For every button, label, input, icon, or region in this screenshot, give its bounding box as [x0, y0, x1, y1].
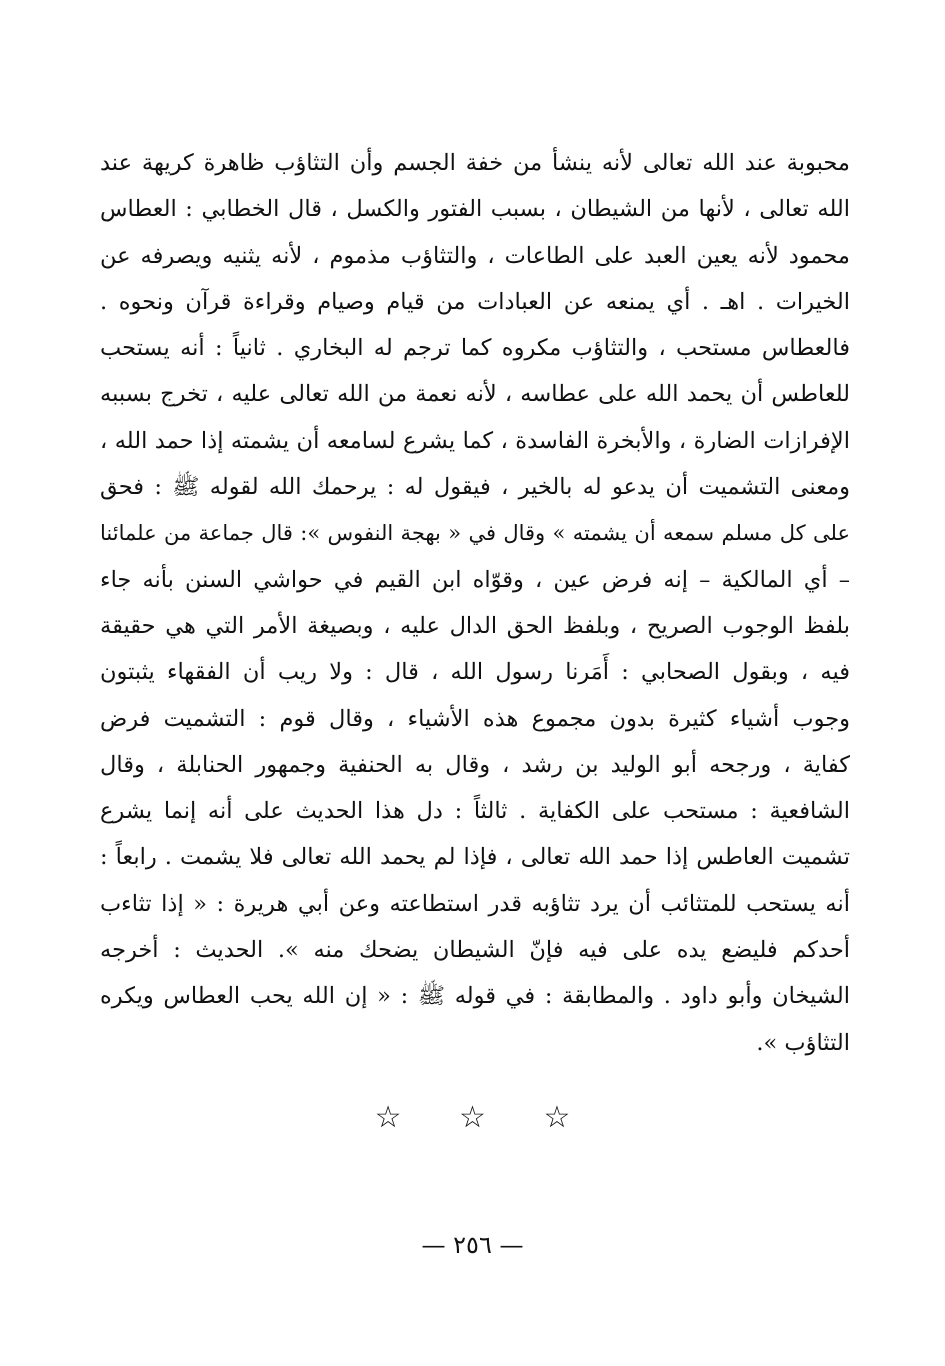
text-line: الله تعالى ، لأنها من الشيطان ، بسبب الفتور والكسل ، قال الخطابي : العطاس	[100, 196, 850, 223]
text-line: للعاطس أن يحمد الله على عطاسه ، لأنه نعمة من الله تعالى عليه ، تخرج بسببه	[100, 381, 850, 408]
text-line: محمود لأنه يعين العبد على الطاعات ، والتثاؤب مذموم ، لأنه يثنيه ويصرفه عن	[100, 242, 850, 269]
star-icon: ☆	[374, 1100, 402, 1135]
text-line: كفاية ، ورجحه أبو الوليد بن رشد ، وقال به الحنفية وجمهور الحنابلة ، وقال	[100, 751, 850, 778]
text-line: ومعنى التشميت أن يدعو له بالخير ، فيقول له : يرحمك الله لقوله ﷺ : فحق	[100, 474, 850, 501]
text-line: الشيخان وأبو داود . والمطابقة : في قوله ﷺ : « إن الله يحب العطاس ويكره	[100, 983, 850, 1010]
text-line: الخيرات . اهـ . أي يمنعه عن العبادات من قيام وصيام وقراءة قرآن ونحوه .	[100, 288, 850, 315]
page-number: — ٢٥٦ —	[421, 1231, 524, 1259]
text-line: التثاؤب ».	[756, 1029, 850, 1056]
text-line: الشافعية : مستحب على الكفاية . ثالثاً : دل هذا الحديث على أنه إنما يشرع	[100, 798, 850, 825]
text-line: محبوبة عند الله تعالى لأنه ينشأ من خفة الجسم وأن التثاؤب ظاهرة كريهة عند	[100, 150, 850, 176]
section-separator	[0, 1100, 945, 1135]
text-line: الإفرازات الضارة ، والأبخرة الفاسدة ، كما يشرع لسامعه أن يشمته إذا حمد الله ،	[100, 427, 850, 454]
star-icon: ☆	[459, 1100, 486, 1135]
text-line: فالعطاس مستحب ، والتثاؤب مكروه كما ترجم له البخاري . ثانياً : أنه يستحب	[100, 335, 850, 362]
text-line: تشميت العاطس إذا حمد الله تعالى ، فإذا لم يحمد الله تعالى فلا يشمت . رابعاً :	[100, 844, 850, 871]
star-icon: ☆	[543, 1100, 571, 1135]
text-line: وجوب أشياء كثيرة بدون مجموع هذه الأشياء ، وقال قوم : التشميت فرض	[100, 705, 850, 732]
text-line: – أي المالكية – إنه فرض عين ، وقوّاه ابن القيم في حواشي السنن بأنه جاء	[100, 566, 850, 593]
text-line: على كل مسلم سمعه أن يشمته » وقال في « بهجة النفوس »: قال جماعة من علمائنا	[100, 521, 850, 546]
body-text	[100, 140, 850, 1066]
text-line: أحدكم فليضع يده على فيه فإنّ الشيطان يضحك منه ». الحديث : أخرجه	[100, 937, 850, 964]
text-line: أنه يستحب للمتثائب أن يرد تثاؤبه قدر استطاعته وعن أبي هريرة : « إذا تثاءب	[100, 890, 850, 917]
text-line: فيه ، وبقول الصحابي : أَمَرنا رسول الله ، قال : ولا ريب أن الفقهاء يثبتون	[100, 659, 850, 686]
text-line: بلفظ الوجوب الصريح ، وبلفظ الحق الدال عليه ، وبصيغة الأمر التي هي حقيقة	[100, 612, 850, 639]
